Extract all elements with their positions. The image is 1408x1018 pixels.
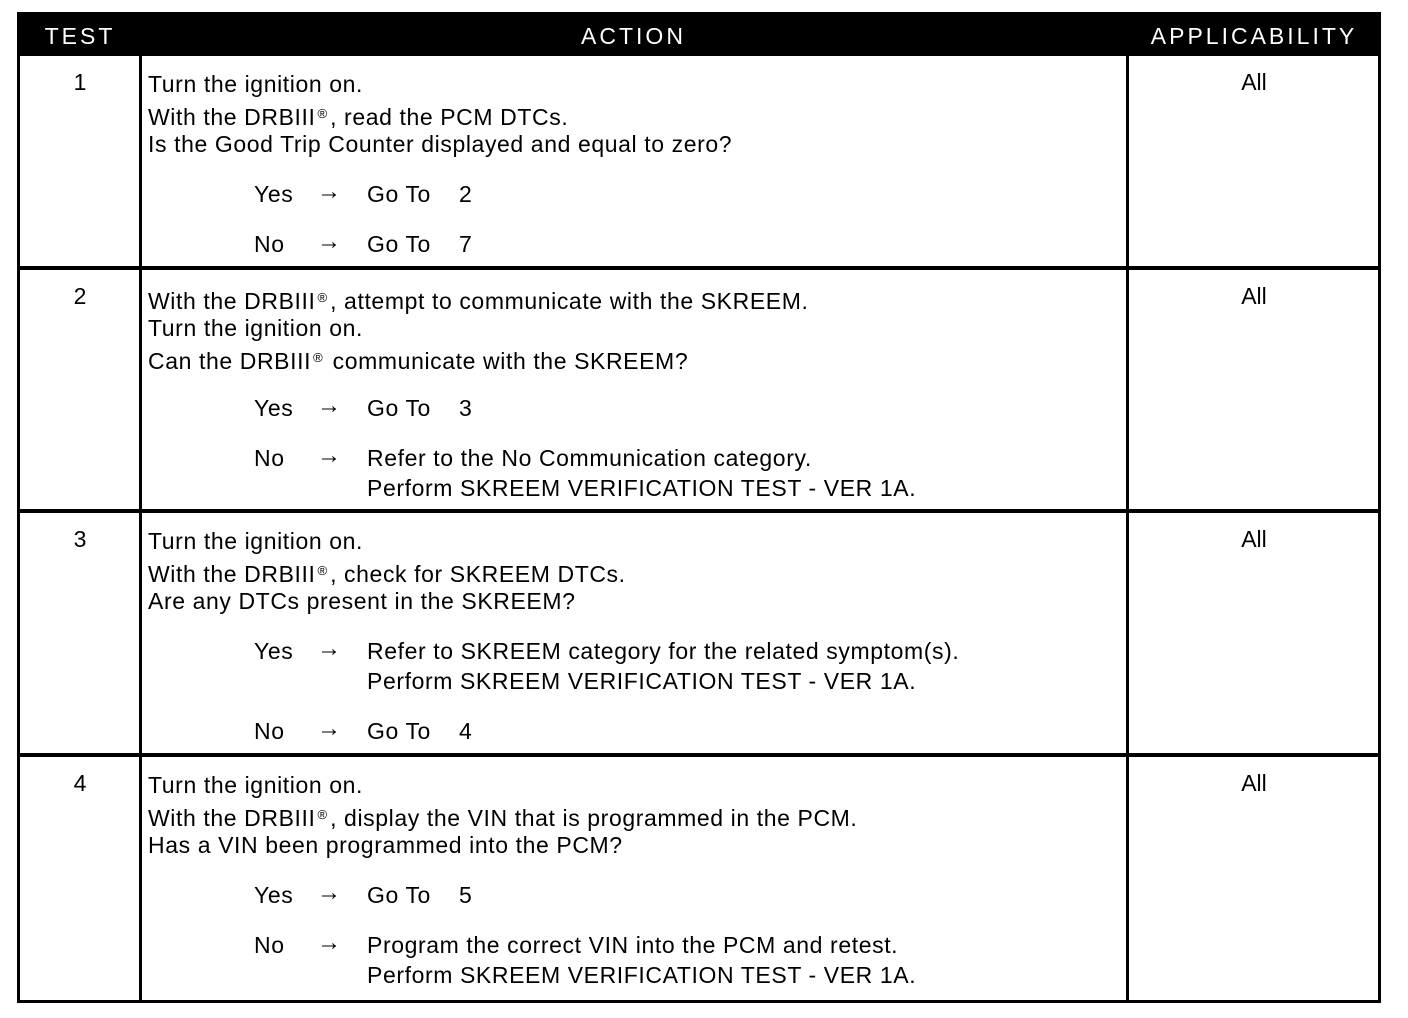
answer-text: Go To 5 (367, 882, 473, 908)
arrow-icon: → (317, 929, 342, 956)
header-test: TEST (44, 23, 116, 49)
answer-text: Go To 2 (367, 181, 473, 207)
goto-step: 4 (458, 718, 473, 744)
applicability-cell: All (1241, 283, 1267, 309)
action-line: Turn the ignition on. (148, 528, 364, 554)
action-line: Turn the ignition on. (148, 315, 364, 341)
action-line: With the DRBIII ® , attempt to communicate with the SKREEM. (148, 288, 809, 314)
answer-text: Go To 7 (367, 231, 473, 257)
goto-step: 5 (458, 882, 473, 908)
answer-no (148, 929, 917, 990)
answer-label: Yes (254, 181, 294, 207)
arrow-icon: → (317, 178, 342, 205)
arrow-icon: → (317, 442, 342, 469)
action-cell (148, 283, 917, 523)
answer-text: Go To 3 (367, 395, 473, 421)
action-line: With the DRBIII ® , check for SKREEM DTCs. (148, 561, 626, 587)
answer-text: Program the correct VIN into the PCM and retest. Perform SKREEM VERIFICATION TEST - VER 1A. (367, 932, 917, 988)
action-cell (148, 69, 732, 279)
goto-step: 2 (458, 181, 473, 207)
answer-list (148, 179, 732, 259)
answer-yes (148, 880, 857, 910)
answer-label: No (254, 231, 285, 257)
answer-list (148, 635, 960, 746)
table-header (20, 15, 1378, 56)
answer-text: Go To 4 (367, 718, 473, 744)
table-row-test-1 (20, 56, 1378, 266)
table-row-test-4 (20, 757, 1378, 1000)
registered-mark: ® (317, 563, 328, 578)
header-action: ACTION (581, 23, 686, 49)
answer-label: Yes (254, 395, 294, 421)
answer-no (148, 229, 732, 259)
answer-label: No (254, 932, 285, 958)
action-line: With the DRBIII ® , display the VIN that is programmed in the PCM. (148, 805, 858, 831)
test-number: 3 (73, 526, 87, 552)
goto-step: 7 (458, 231, 473, 257)
test-number: 4 (73, 770, 87, 796)
arrow-icon: → (317, 715, 342, 742)
answer-no (148, 716, 626, 746)
answer-label: No (254, 718, 285, 744)
answer-label: Yes (254, 882, 294, 908)
applicability-cell: All (1241, 69, 1267, 95)
answer-label: No (254, 445, 285, 471)
action-line: Turn the ignition on. (148, 71, 364, 97)
answer-text-line2: Perform SKREEM VERIFICATION TEST - VER 1A. (367, 668, 917, 694)
test-number: 2 (73, 283, 87, 309)
answer-text-line2: Perform SKREEM VERIFICATION TEST - VER 1A. (367, 475, 917, 501)
arrow-icon: → (317, 635, 342, 662)
answer-label: Yes (254, 638, 294, 664)
answer-no (148, 442, 917, 503)
answer-text: Refer to the No Communication category. Perform SKREEM VERIFICATION TEST - VER 1A. (367, 445, 917, 501)
goto-step: 3 (458, 395, 473, 421)
action-cell (148, 770, 917, 1010)
arrow-icon: → (317, 228, 342, 255)
answer-text: Refer to SKREEM category for the related symptom(s). Perform SKREEM VERIFICATION TEST - VER 1A. (367, 638, 960, 694)
action-cell (148, 526, 960, 766)
action-line: Are any DTCs present in the SKREEM? (148, 588, 576, 614)
answer-yes (148, 179, 732, 209)
header-applicability: APPLICABILITY (1150, 23, 1358, 49)
answer-yes (148, 393, 808, 423)
answer-yes (148, 635, 960, 696)
diagnostic-table (17, 12, 1381, 1003)
test-number: 1 (73, 69, 87, 95)
registered-mark: ® (317, 290, 328, 305)
registered-mark: ® (317, 106, 328, 121)
applicability-cell: All (1241, 526, 1267, 552)
action-line: Turn the ignition on. (148, 772, 364, 798)
registered-mark: ® (317, 807, 328, 822)
table-row-test-2 (20, 270, 1378, 509)
action-line: Is the Good Trip Counter displayed and equal to zero? (148, 131, 733, 157)
arrow-icon: → (317, 879, 342, 906)
answer-list (148, 879, 917, 990)
table-row-test-3 (20, 513, 1378, 753)
action-line: Has a VIN been programmed into the PCM? (148, 832, 623, 858)
answer-list (148, 392, 917, 503)
answer-text-line2: Perform SKREEM VERIFICATION TEST - VER 1A. (367, 962, 917, 988)
action-line: Can the DRBIII ® communicate with the SKREEM? (148, 348, 689, 374)
registered-mark: ® (313, 350, 323, 365)
applicability-cell: All (1241, 770, 1267, 796)
action-line: With the DRBIII ® , read the PCM DTCs. (148, 104, 569, 130)
arrow-icon: → (317, 392, 342, 419)
